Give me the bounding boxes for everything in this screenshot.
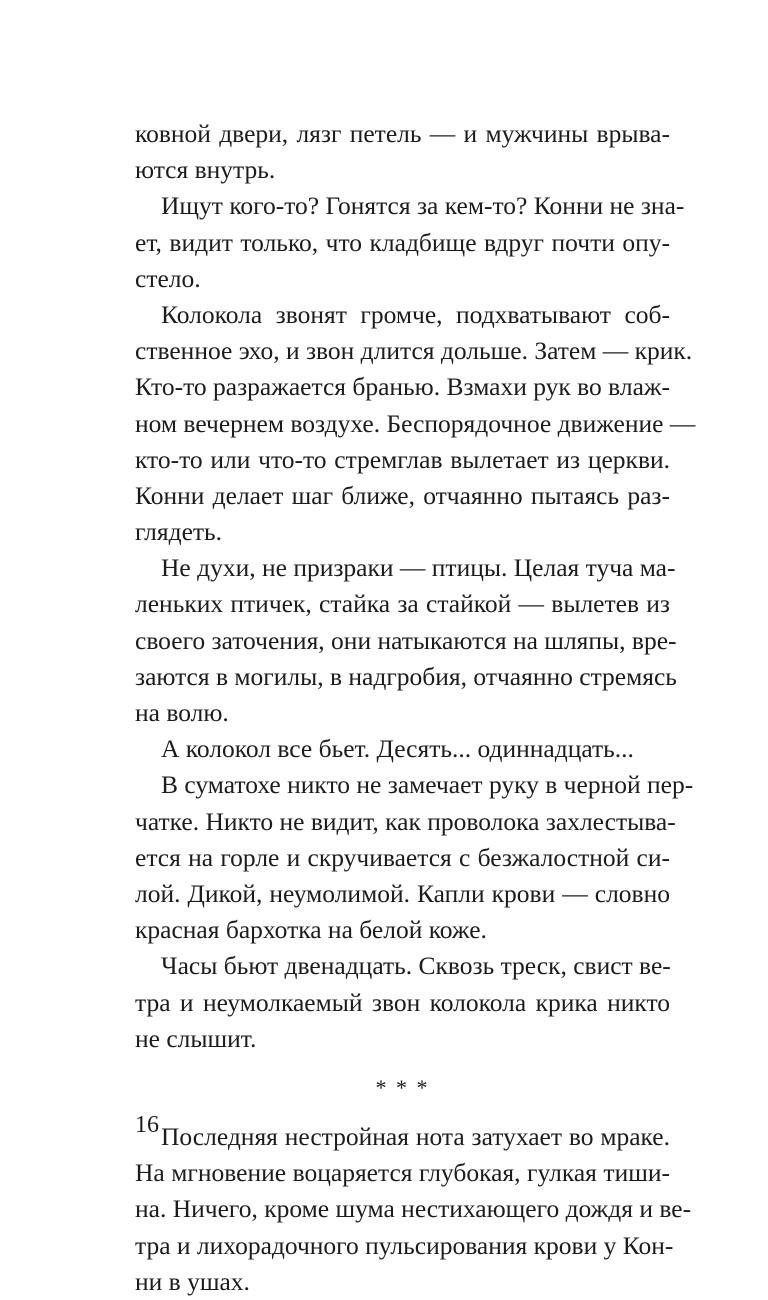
page-number: 16 bbox=[135, 1112, 159, 1138]
text-block-after-separator bbox=[135, 1119, 692, 1300]
text-line: Конни делает шаг ближе, отчаянно пытаясь раз- bbox=[135, 480, 670, 510]
text-line: глядеть. bbox=[135, 517, 223, 547]
text-line: красная бархотка на белой коже. bbox=[135, 915, 487, 945]
text-line: тра и лихорадочного пульсирования крови у Кон- bbox=[135, 1230, 674, 1260]
text-line: В суматохе никто не замечает руку в черной пер- bbox=[161, 770, 694, 800]
text-line: лой. Дикой, неумолимой. Капли крови — словно bbox=[135, 878, 670, 908]
text-line: Не духи, не призраки — птицы. Целая туча ма- bbox=[161, 553, 676, 583]
text-line: ном вечернем воздухе. Беспорядочное движение — bbox=[135, 408, 696, 438]
text-line: чатке. Никто не видит, как проволока захлестыва- bbox=[135, 806, 676, 836]
section-separator: * * * bbox=[375, 1074, 430, 1100]
text-line: Ищут кого-то? Гонятся за кем-то? Конни не зна- bbox=[161, 191, 685, 221]
text-line: ни в ушах. bbox=[135, 1266, 250, 1296]
page-body bbox=[135, 116, 696, 1300]
text-line: Колокола звонят громче, подхватывают соб- bbox=[161, 299, 670, 329]
text-line: На мгновение воцаряется глубокая, гулкая тиши- bbox=[135, 1158, 670, 1188]
text-line: ется на горле и скручивается с безжалостной си- bbox=[135, 842, 670, 872]
text-line: на. Ничего, кроме шума нестихающего дождя и ве- bbox=[135, 1194, 692, 1224]
text-line: Последняя нестройная нота затухает во мраке. bbox=[161, 1122, 670, 1152]
text-line: тра и неумолкаемый звон колокола крика никто bbox=[135, 987, 670, 1017]
text-line: своего заточения, они натыкаются на шляпы, вре- bbox=[135, 625, 677, 655]
text-line: заются в могилы, в надгробия, отчаянно стремясь bbox=[135, 661, 677, 691]
text-line: кто-то или что-то стремглав вылетает из церкви. bbox=[135, 444, 670, 474]
text-line: стело. bbox=[135, 263, 201, 293]
text-line: ет, видит только, что кладбище вдруг почти опу- bbox=[135, 227, 670, 257]
text-block-main bbox=[135, 116, 696, 1057]
text-line: ственное эхо, и звон длится дольше. Затем — крик. bbox=[135, 336, 693, 366]
text-line: А колокол все бьет. Десять... одиннадцать... bbox=[161, 734, 634, 764]
text-line: Кто-то разражается бранью. Взмахи рук во влаж- bbox=[135, 372, 671, 402]
text-line: Часы бьют двенадцать. Сквозь треск, свист ве- bbox=[161, 951, 671, 981]
text-line: на волю. bbox=[135, 698, 229, 727]
text-line: ковной двери, лязг петель — и мужчины врыва- bbox=[135, 119, 670, 148]
text-line: не слышит. bbox=[135, 1023, 257, 1053]
text-line: леньких птичек, стайка за стайкой — вылетев из bbox=[135, 589, 670, 619]
text-line: ются внутрь. bbox=[135, 155, 276, 185]
